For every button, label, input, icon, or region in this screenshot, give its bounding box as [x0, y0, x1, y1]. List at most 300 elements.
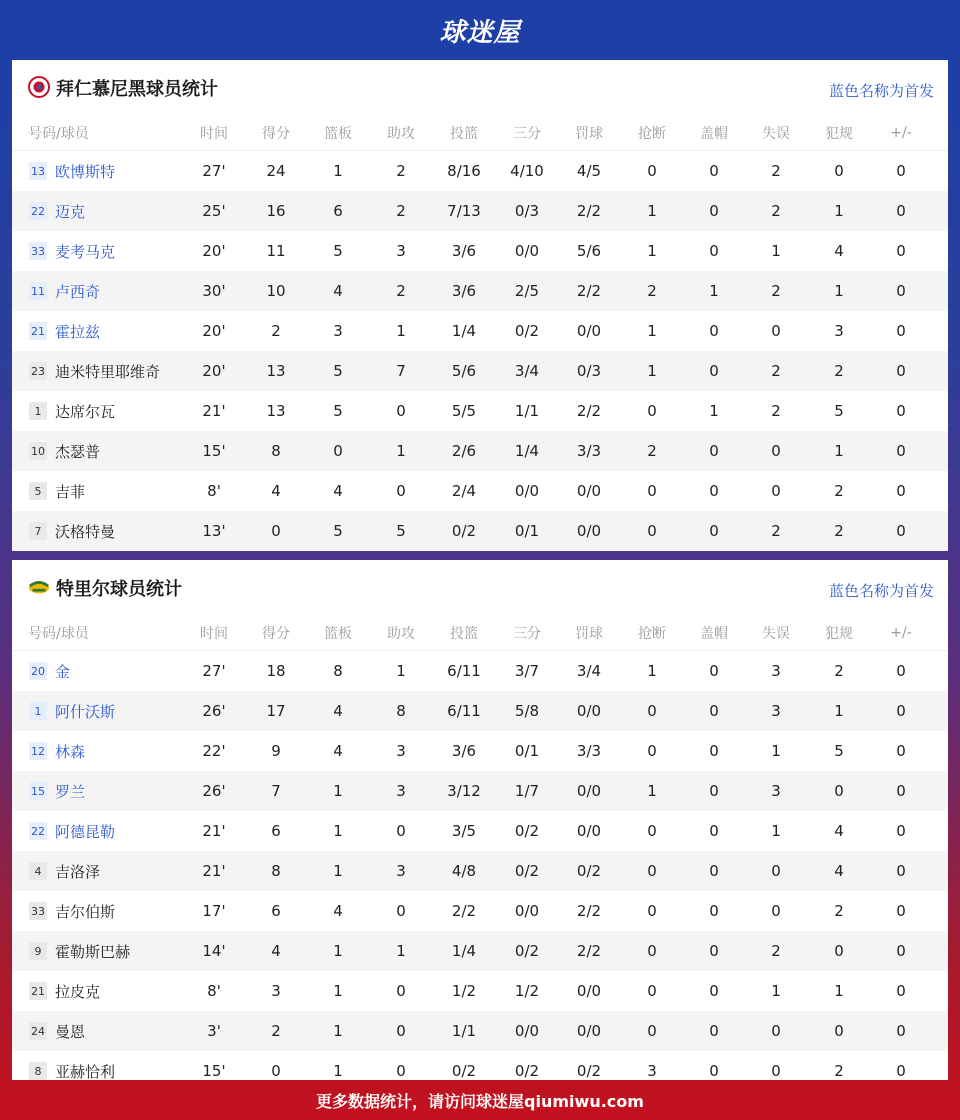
player-name[interactable]: 曼恩 [55, 1022, 86, 1041]
stat-assists: 0 [396, 1062, 406, 1080]
brand-logo: 球迷屋 [439, 17, 521, 48]
stat-points: 3 [271, 982, 281, 1000]
jersey-number: 13 [29, 162, 47, 180]
column-header: 时间 [200, 626, 228, 642]
stat-plus-minus: 0 [896, 662, 906, 680]
stat-turnovers: 2 [771, 162, 781, 180]
table-row [12, 351, 948, 391]
jersey-number: 21 [29, 982, 47, 1000]
table-row [12, 1011, 948, 1051]
stat-ft: 2/2 [576, 282, 602, 300]
stat-turnovers: 0 [771, 1022, 781, 1040]
stat-blocks: 0 [709, 822, 719, 840]
stat-turnovers: 3 [771, 702, 781, 720]
stat-time: 26' [202, 702, 226, 720]
stat-time: 8' [207, 982, 221, 1000]
stat-ft: 0/3 [576, 362, 602, 380]
stat-assists: 3 [396, 242, 406, 260]
player-name[interactable]: 杰瑟普 [55, 442, 101, 461]
player-name[interactable]: 卢西奇 [55, 282, 101, 301]
player-name[interactable]: 霍勒斯巴赫 [55, 942, 131, 961]
stat-three-pt: 3/7 [514, 662, 540, 680]
stat-fg: 2/4 [451, 482, 477, 500]
stat-fg: 3/12 [447, 782, 481, 800]
column-header: 失误 [762, 126, 790, 142]
stat-points: 13 [266, 362, 286, 380]
stat-three-pt: 2/5 [514, 282, 540, 300]
stat-rebounds: 5 [333, 522, 343, 540]
stat-ft: 0/0 [576, 522, 602, 540]
stat-time: 20' [202, 322, 226, 340]
stat-plus-minus: 0 [896, 522, 906, 540]
stat-ft: 0/0 [576, 822, 602, 840]
jersey-number: 33 [29, 902, 47, 920]
stat-time: 20' [202, 362, 226, 380]
column-header: +/- [890, 125, 912, 141]
stat-fg: 0/2 [451, 1062, 477, 1080]
stat-plus-minus: 0 [896, 1062, 906, 1080]
stat-time: 30' [202, 282, 226, 300]
stat-rebounds: 1 [333, 942, 343, 960]
stat-steals: 1 [647, 322, 657, 340]
stat-time: 13' [202, 522, 226, 540]
jersey-number: 20 [29, 662, 47, 680]
stat-blocks: 0 [709, 522, 719, 540]
stat-plus-minus: 0 [896, 702, 906, 720]
player-name[interactable]: 吉洛泽 [55, 862, 101, 881]
stat-time: 25' [202, 202, 226, 220]
stat-turnovers: 0 [771, 442, 781, 460]
stat-ft: 3/3 [576, 742, 602, 760]
stat-blocks: 0 [709, 862, 719, 880]
stat-steals: 1 [647, 662, 657, 680]
jersey-number: 21 [29, 322, 47, 340]
stat-fouls: 1 [834, 702, 844, 720]
stat-points: 4 [271, 942, 281, 960]
stat-rebounds: 3 [333, 322, 343, 340]
player-table [12, 651, 948, 1091]
stat-turnovers: 3 [771, 782, 781, 800]
stat-three-pt: 0/0 [514, 482, 540, 500]
stat-ft: 0/0 [576, 322, 602, 340]
stat-ft: 3/4 [576, 662, 602, 680]
stat-rebounds: 0 [333, 442, 343, 460]
stat-fouls: 4 [834, 242, 844, 260]
team-panel-home [12, 60, 948, 550]
jersey-number: 24 [29, 1022, 47, 1040]
stat-points: 13 [266, 402, 286, 420]
stat-blocks: 0 [709, 482, 719, 500]
column-header: 抢断 [638, 626, 666, 642]
stat-assists: 0 [396, 902, 406, 920]
column-header: 助攻 [387, 626, 415, 642]
stat-ft: 2/2 [576, 942, 602, 960]
stat-rebounds: 4 [333, 282, 343, 300]
jersey-number: 23 [29, 362, 47, 380]
stat-assists: 3 [396, 862, 406, 880]
stat-fg: 4/8 [451, 862, 477, 880]
stat-time: 21' [202, 862, 226, 880]
stat-steals: 0 [647, 862, 657, 880]
stat-points: 4 [271, 482, 281, 500]
stat-assists: 2 [396, 162, 406, 180]
table-row [12, 651, 948, 691]
table-row [12, 691, 948, 731]
stat-blocks: 0 [709, 942, 719, 960]
stat-blocks: 0 [709, 662, 719, 680]
player-name[interactable]: 吉尔伯斯 [55, 902, 116, 921]
stat-blocks: 0 [709, 902, 719, 920]
stat-points: 8 [271, 442, 281, 460]
stat-time: 8' [207, 482, 221, 500]
stat-steals: 0 [647, 942, 657, 960]
stat-steals: 1 [647, 362, 657, 380]
stat-fouls: 2 [834, 482, 844, 500]
stat-time: 17' [202, 902, 226, 920]
jersey-number: 5 [29, 482, 47, 500]
stat-three-pt: 3/4 [514, 362, 540, 380]
stat-blocks: 0 [709, 702, 719, 720]
stat-steals: 0 [647, 742, 657, 760]
player-name[interactable]: 阿德昆勒 [55, 822, 116, 841]
stat-turnovers: 1 [771, 822, 781, 840]
column-header: 犯规 [825, 626, 853, 642]
stat-fg: 3/6 [451, 282, 477, 300]
stat-fg: 6/11 [447, 662, 481, 680]
stat-three-pt: 0/0 [514, 242, 540, 260]
stat-fouls: 0 [834, 942, 844, 960]
stat-assists: 2 [396, 202, 406, 220]
column-header: 号码/球员 [28, 626, 89, 642]
table-row [12, 851, 948, 891]
stat-fouls: 4 [834, 862, 844, 880]
team-title: 特里尔球员统计 [56, 579, 182, 600]
stat-fouls: 1 [834, 282, 844, 300]
stat-three-pt: 0/0 [514, 1022, 540, 1040]
stat-turnovers: 2 [771, 522, 781, 540]
stat-steals: 0 [647, 702, 657, 720]
table-row [12, 191, 948, 231]
player-name[interactable]: 迈克 [55, 202, 86, 221]
stat-fouls: 1 [834, 202, 844, 220]
stat-assists: 0 [396, 982, 406, 1000]
stat-blocks: 0 [709, 202, 719, 220]
table-header [12, 616, 948, 651]
column-header: 罚球 [575, 626, 603, 642]
jersey-number: 7 [29, 522, 47, 540]
stat-ft: 2/2 [576, 402, 602, 420]
stat-fouls: 5 [834, 742, 844, 760]
stat-points: 17 [266, 702, 286, 720]
column-header: +/- [890, 625, 912, 641]
stat-blocks: 0 [709, 982, 719, 1000]
stat-fouls: 4 [834, 822, 844, 840]
player-name[interactable]: 欧博斯特 [55, 162, 116, 181]
stat-steals: 0 [647, 982, 657, 1000]
trier-logo-icon [28, 576, 50, 598]
stat-fg: 8/16 [447, 162, 481, 180]
table-row [12, 431, 948, 471]
stat-assists: 1 [396, 662, 406, 680]
stat-points: 2 [271, 322, 281, 340]
stat-three-pt: 0/2 [514, 322, 540, 340]
stat-three-pt: 0/3 [514, 202, 540, 220]
table-row [12, 511, 948, 551]
stat-steals: 3 [647, 1062, 657, 1080]
table-row [12, 971, 948, 1011]
bayern-logo-icon [28, 76, 50, 98]
stat-turnovers: 0 [771, 902, 781, 920]
stat-plus-minus: 0 [896, 822, 906, 840]
stat-plus-minus: 0 [896, 1022, 906, 1040]
stat-points: 6 [271, 902, 281, 920]
stat-points: 6 [271, 822, 281, 840]
stat-assists: 1 [396, 942, 406, 960]
stat-plus-minus: 0 [896, 902, 906, 920]
stat-assists: 0 [396, 1022, 406, 1040]
column-header: 投篮 [450, 626, 478, 642]
stat-plus-minus: 0 [896, 742, 906, 760]
stat-plus-minus: 0 [896, 202, 906, 220]
stat-assists: 1 [396, 322, 406, 340]
stat-steals: 0 [647, 1022, 657, 1040]
stat-fouls: 2 [834, 662, 844, 680]
stat-blocks: 0 [709, 782, 719, 800]
table-row [12, 271, 948, 311]
stat-turnovers: 2 [771, 362, 781, 380]
stat-assists: 7 [396, 362, 406, 380]
stat-assists: 2 [396, 282, 406, 300]
column-header: 罚球 [575, 126, 603, 142]
jersey-number: 4 [29, 862, 47, 880]
stat-turnovers: 0 [771, 1062, 781, 1080]
stat-assists: 0 [396, 482, 406, 500]
stat-plus-minus: 0 [896, 442, 906, 460]
stat-points: 16 [266, 202, 286, 220]
stat-ft: 4/5 [576, 162, 602, 180]
jersey-number: 22 [29, 822, 47, 840]
stat-points: 7 [271, 782, 281, 800]
stat-steals: 0 [647, 402, 657, 420]
stat-plus-minus: 0 [896, 162, 906, 180]
stat-assists: 5 [396, 522, 406, 540]
stat-ft: 0/0 [576, 782, 602, 800]
stat-turnovers: 2 [771, 282, 781, 300]
stat-rebounds: 8 [333, 662, 343, 680]
stat-rebounds: 1 [333, 982, 343, 1000]
starter-legend: 蓝色名称为首发 [828, 82, 934, 100]
stat-points: 18 [266, 662, 286, 680]
stat-assists: 0 [396, 822, 406, 840]
table-row [12, 931, 948, 971]
stat-turnovers: 1 [771, 742, 781, 760]
stat-points: 8 [271, 862, 281, 880]
column-header: 三分 [513, 126, 541, 142]
stat-time: 15' [202, 1062, 226, 1080]
stat-assists: 3 [396, 782, 406, 800]
stat-steals: 1 [647, 242, 657, 260]
player-name[interactable]: 达席尔瓦 [55, 402, 116, 421]
stat-fouls: 5 [834, 402, 844, 420]
stat-time: 20' [202, 242, 226, 260]
column-header: 抢断 [638, 126, 666, 142]
player-name[interactable]: 林森 [55, 742, 86, 761]
stat-three-pt: 0/2 [514, 862, 540, 880]
stat-fg: 7/13 [447, 202, 481, 220]
stat-three-pt: 1/2 [514, 982, 540, 1000]
jersey-number: 9 [29, 942, 47, 960]
stat-rebounds: 1 [333, 822, 343, 840]
stat-ft: 0/2 [576, 862, 602, 880]
stat-rebounds: 4 [333, 902, 343, 920]
stat-rebounds: 5 [333, 402, 343, 420]
stat-time: 27' [202, 162, 226, 180]
table-row [12, 311, 948, 351]
column-header: 篮板 [324, 126, 352, 142]
player-name[interactable]: 亚赫恰利 [55, 1062, 116, 1081]
player-name[interactable]: 阿什沃斯 [55, 702, 116, 721]
player-name[interactable]: 罗兰 [55, 782, 86, 801]
player-name[interactable]: 麦考马克 [55, 242, 116, 261]
table-row [12, 811, 948, 851]
stat-plus-minus: 0 [896, 402, 906, 420]
column-header: 失误 [762, 626, 790, 642]
stat-plus-minus: 0 [896, 242, 906, 260]
stat-turnovers: 3 [771, 662, 781, 680]
stat-rebounds: 4 [333, 482, 343, 500]
stat-steals: 1 [647, 782, 657, 800]
stat-ft: 0/0 [576, 982, 602, 1000]
stat-three-pt: 4/10 [510, 162, 544, 180]
stat-plus-minus: 0 [896, 322, 906, 340]
stat-steals: 0 [647, 522, 657, 540]
stat-steals: 2 [647, 442, 657, 460]
stat-turnovers: 2 [771, 402, 781, 420]
stat-points: 0 [271, 1062, 281, 1080]
stat-blocks: 0 [709, 1022, 719, 1040]
stat-fouls: 1 [834, 982, 844, 1000]
stat-fg: 1/2 [451, 982, 477, 1000]
stat-rebounds: 4 [333, 702, 343, 720]
table-row [12, 471, 948, 511]
stat-time: 3' [207, 1022, 221, 1040]
column-header: 得分 [262, 626, 290, 642]
stat-blocks: 0 [709, 322, 719, 340]
stat-plus-minus: 0 [896, 362, 906, 380]
stat-rebounds: 1 [333, 862, 343, 880]
jersey-number: 12 [29, 742, 47, 760]
stat-ft: 2/2 [576, 202, 602, 220]
stat-time: 21' [202, 822, 226, 840]
stat-fg: 5/6 [451, 362, 477, 380]
stat-three-pt: 1/4 [514, 442, 540, 460]
stat-fg: 3/6 [451, 242, 477, 260]
stat-points: 11 [266, 242, 286, 260]
stat-fouls: 0 [834, 782, 844, 800]
jersey-number: 22 [29, 202, 47, 220]
table-row [12, 391, 948, 431]
stat-turnovers: 0 [771, 862, 781, 880]
stat-fouls: 0 [834, 162, 844, 180]
stat-ft: 5/6 [576, 242, 602, 260]
stat-three-pt: 0/1 [514, 522, 540, 540]
stat-rebounds: 1 [333, 782, 343, 800]
stat-steals: 0 [647, 902, 657, 920]
stat-rebounds: 4 [333, 742, 343, 760]
table-row [12, 731, 948, 771]
team-header [12, 60, 948, 116]
player-name[interactable]: 拉皮克 [55, 982, 101, 1001]
stat-ft: 0/0 [576, 482, 602, 500]
stat-assists: 8 [396, 702, 406, 720]
stat-blocks: 0 [709, 162, 719, 180]
team-title: 拜仁慕尼黑球员统计 [56, 79, 218, 100]
stat-steals: 1 [647, 202, 657, 220]
jersey-number: 1 [29, 702, 47, 720]
stat-ft: 0/0 [576, 702, 602, 720]
stat-fg: 6/11 [447, 702, 481, 720]
stat-rebounds: 5 [333, 242, 343, 260]
stat-blocks: 1 [709, 282, 719, 300]
jersey-number: 11 [29, 282, 47, 300]
stat-fouls: 1 [834, 442, 844, 460]
stat-fg: 1/4 [451, 322, 477, 340]
stat-fouls: 2 [834, 902, 844, 920]
footer-banner: 更多数据统计，请访问球迷屋qiumiwu.com [316, 1091, 644, 1111]
table-row [12, 151, 948, 191]
stat-turnovers: 1 [771, 982, 781, 1000]
column-header: 时间 [200, 126, 228, 142]
jersey-number: 33 [29, 242, 47, 260]
column-header: 犯规 [825, 126, 853, 142]
jersey-number: 8 [29, 1062, 47, 1080]
stat-fouls: 2 [834, 522, 844, 540]
stat-fouls: 2 [834, 1062, 844, 1080]
column-header: 盖帽 [700, 126, 728, 142]
player-name[interactable]: 沃格特曼 [55, 522, 116, 541]
stat-rebounds: 1 [333, 162, 343, 180]
stat-plus-minus: 0 [896, 862, 906, 880]
stat-ft: 0/0 [576, 1022, 602, 1040]
stat-turnovers: 0 [771, 482, 781, 500]
stat-three-pt: 0/0 [514, 902, 540, 920]
jersey-number: 1 [29, 402, 47, 420]
stat-fg: 1/1 [451, 1022, 477, 1040]
player-name[interactable]: 金 [55, 662, 71, 681]
stat-three-pt: 0/2 [514, 822, 540, 840]
stat-steals: 0 [647, 482, 657, 500]
stat-rebounds: 1 [333, 1062, 343, 1080]
player-name[interactable]: 迪米特里耶维奇 [55, 362, 161, 381]
table-row [12, 891, 948, 931]
stat-blocks: 0 [709, 1062, 719, 1080]
stat-three-pt: 0/1 [514, 742, 540, 760]
stat-points: 10 [266, 282, 286, 300]
column-header: 三分 [513, 626, 541, 642]
stat-plus-minus: 0 [896, 482, 906, 500]
column-header: 助攻 [387, 126, 415, 142]
player-name[interactable]: 霍拉兹 [55, 322, 101, 341]
stat-plus-minus: 0 [896, 782, 906, 800]
stat-turnovers: 1 [771, 242, 781, 260]
stat-rebounds: 6 [333, 202, 343, 220]
stat-steals: 0 [647, 822, 657, 840]
stat-points: 0 [271, 522, 281, 540]
stat-time: 14' [202, 942, 226, 960]
player-name[interactable]: 吉菲 [55, 482, 86, 501]
stat-ft: 2/2 [576, 902, 602, 920]
column-header: 投篮 [450, 126, 478, 142]
